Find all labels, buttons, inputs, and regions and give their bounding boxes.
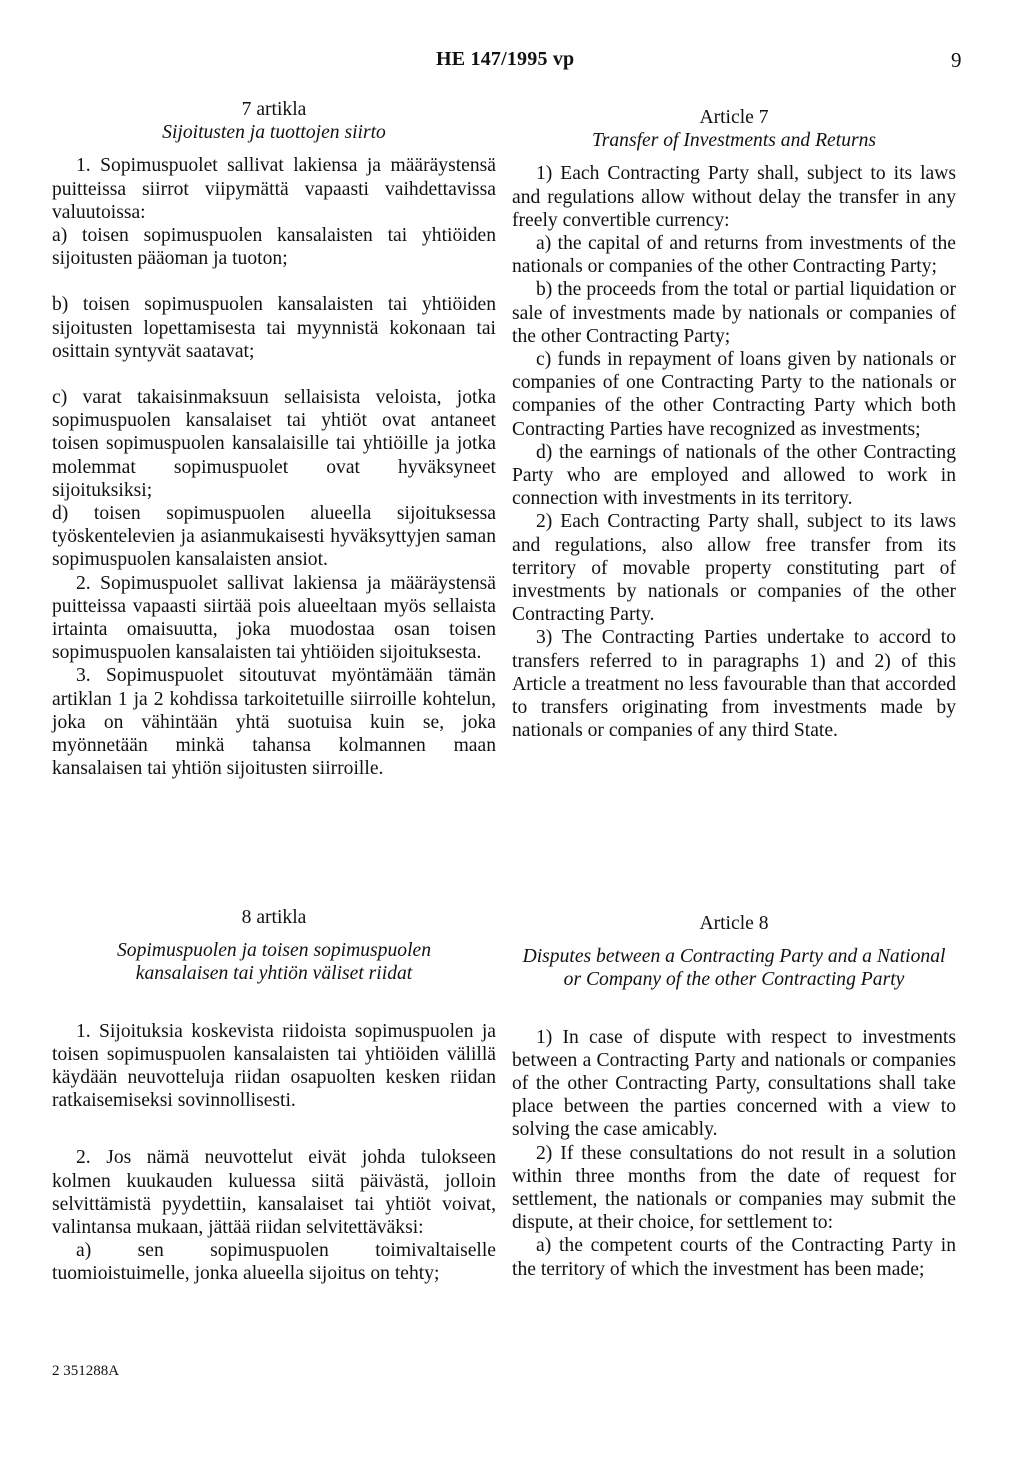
en-a7-para-c: c) funds in repayment of loans given by nationals or companies of one Contracting Party to the nationals or companies of the other Contracting Party which both Contracting Parties have recognized as investments; xyxy=(512,349,956,440)
fi-article-7 xyxy=(52,98,496,780)
fi-article-8-subheading: Sopimuspuolen ja toisen sopimuspuolen kansalaisen tai yhtiön väliset riidat xyxy=(116,940,432,985)
footer-code: 2 351288A xyxy=(52,1363,120,1379)
fi-a7-para-d: d) toisen sopimuspuolen alueella sijoituksessa työskentelevien ja asianmukaisesti hyväksyttyjen saman sopimuspuolen kansalaisten ansiot. xyxy=(52,503,496,571)
en-a8-para-1: 1) In case of dispute with respect to investments between a Contracting Party and nationals or companies of the other Contracting Party, consultations shall take place between the parties concerned with a view to solving the case amicably. xyxy=(512,1026,956,1141)
fi-a7-para-c: c) varat takaisinmaksuun sellaisista veloista, jotka sopimuspuolen kansalaiset tai yhtiöt ovat antaneet toisen sopimuspuolen kansalaisille tai yhtiöille ja jotka molemmat sopimuspuolet ovat hyväksyneet sijoituksiksi; xyxy=(52,387,496,501)
en-article-7-heading: Article 7 xyxy=(699,107,769,128)
en-a7-para-b: b) the proceeds from the total or partial liquidation or sale of investments made by nationals or companies of the other Contracting Party; xyxy=(512,279,956,347)
en-a8-para-2: 2) If these consultations do not result in a solution within three months from the date of request for settlement, the nationals or companies may submit the dispute, at their choice, for settlement to: xyxy=(512,1142,956,1234)
fi-a7-para-3: 3. Sopimuspuolet sitoutuvat myöntämään tämän artiklan 1 ja 2 kohdissa tarkoitetuille siirroille kohtelun, joka on vähintään yhtä suotuisa kuin se, joka myönnetään minkä tahansa kolmannen maan kansalaisen tai yhtiön sijoitusten siirroille. xyxy=(52,665,496,780)
en-article-7-subheading: Transfer of Investments and Returns xyxy=(591,130,877,152)
fi-article-8-heading: 8 artikla xyxy=(241,907,307,928)
fi-a8-para-a: a) sen sopimuspuolen toimivaltaiselle tuomioistuimelle, jonka alueella sijoitus on tehty; xyxy=(52,1240,496,1285)
fi-a7-para-a: a) toisen sopimuspuolen kansalaisten tai yhtiöiden sijoitusten pääoman ja tuoton; xyxy=(52,225,496,270)
en-a7-para-2: 2) Each Contracting Party shall, subject to its laws and regulations, also allow free transfer from its territory of movable property constituting part of investments by nationals or companies of the other Contracting Party. xyxy=(512,511,956,626)
en-article-8 xyxy=(512,912,956,1281)
fi-a7-para-1: 1. Sopimuspuolet sallivat lakiensa ja määräystensä puitteissa siirrot viipymättä vapaasti vaihdettavissa valuutoissa: xyxy=(52,155,496,223)
en-a8-para-a: a) the competent courts of the Contracting Party in the territory of which the investment has been made; xyxy=(512,1235,956,1280)
page-number: 9 xyxy=(951,48,962,72)
fi-article-8 xyxy=(52,906,496,1286)
en-a7-para-1: 1) Each Contracting Party shall, subject to its laws and regulations allow without delay the transfer in any freely convertible currency: xyxy=(512,163,956,231)
en-a7-para-d: d) the earnings of nationals of the other Contracting Party who are employed and allowed to work in connection with investments in its territory. xyxy=(512,441,956,510)
en-a7-para-a: a) the capital of and returns from investments of the nationals or companies of the other Contracting Party; xyxy=(512,233,956,278)
page-header-title: HE 147/1995 vp xyxy=(436,48,575,70)
en-a7-para-3: 3) The Contracting Parties undertake to accord to transfers referred to in paragraphs 1) and 2) of this Article a treatment no less favourable than that accorded to transfers originating from investments made by nationals or companies of any third State. xyxy=(512,627,956,742)
fi-a7-para-b: b) toisen sopimuspuolen kansalaisten tai yhtiöiden sijoitusten lopettamisesta tai myynnistä kokonaan tai osittain syntyvät saatavat; xyxy=(52,294,496,362)
fi-a7-para-2: 2. Sopimuspuolet sallivat lakiensa ja määräystensä puitteissa vapaasti siirtää pois alueeltaan myös sellaista irtainta omaisuutta, joka muodostaa osan toisen sopimuspuolen kansalaisten tai yhtiöiden sijoituksesta. xyxy=(52,572,496,664)
fi-a8-para-1: 1. Sijoituksia koskevista riidoista sopimuspuolen ja toisen sopimuspuolen kansalaisten tai yhtiöiden välillä käydään neuvotteluja riidan osapuolten kesken riidan ratkaisemiseksi sovinnollisesti. xyxy=(52,1020,496,1112)
fi-a8-para-2: 2. Jos nämä neuvottelut eivät johda tulokseen kolmen kuukauden kuluessa siitä päivästä, jolloin selvittämistä pyydettiin, kansalaiset tai yhtiöt voivat, valintansa mukaan, jättää riidan selvitettäväksi: xyxy=(52,1147,496,1239)
fi-article-7-subheading: Sijoitusten ja tuottojen siirto xyxy=(162,122,386,144)
fi-article-7-heading: 7 artikla xyxy=(241,99,307,120)
en-article-8-heading: Article 8 xyxy=(699,913,769,934)
en-article-7 xyxy=(512,106,956,742)
en-article-8-subheading: Disputes between a Contracting Party and a National or Company of the other Contracting Party xyxy=(522,946,946,991)
